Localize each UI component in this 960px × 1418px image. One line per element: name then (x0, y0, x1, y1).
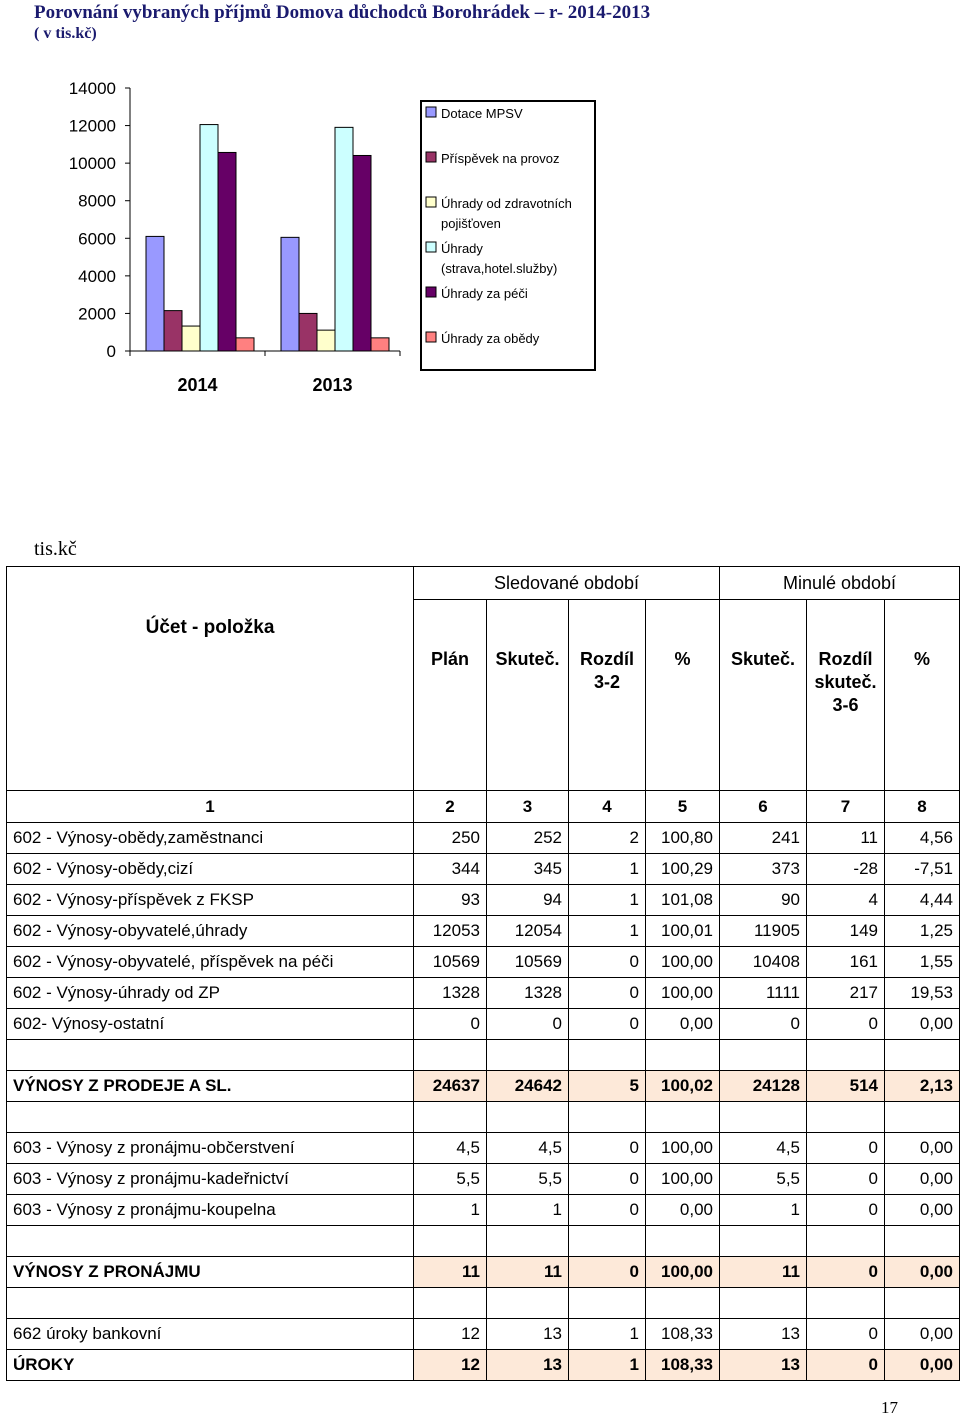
cell-pct: 100,01 (646, 916, 720, 947)
cell-pdiff: 514 (807, 1071, 885, 1102)
cell-prev: 373 (720, 854, 807, 885)
empty-cell (569, 1102, 646, 1133)
revenue-bar-chart (0, 0, 960, 420)
row-label: 602 - Výnosy-úhrady od ZP (7, 978, 414, 1009)
cell-diff: 0 (569, 1195, 646, 1226)
cell-pct: 100,80 (646, 823, 720, 854)
cell-pct: 100,29 (646, 854, 720, 885)
y-tick-label: 2000 (78, 304, 116, 324)
bar (371, 338, 389, 351)
empty-cell (807, 1102, 885, 1133)
empty-cell (807, 1288, 885, 1319)
empty-cell (414, 1288, 487, 1319)
cell-prev: 1 (720, 1195, 807, 1226)
cell-actual: 12054 (487, 916, 569, 947)
y-tick-label: 4000 (78, 266, 116, 286)
table-row (7, 978, 960, 1009)
empty-cell (885, 1040, 960, 1071)
legend-label: Úhrady za péči (441, 286, 528, 301)
empty-cell (414, 1102, 487, 1133)
legend-label: Úhrady od zdravotních (441, 196, 572, 211)
cell-actual: 252 (487, 823, 569, 854)
spacer-row (7, 1288, 960, 1319)
table-header-groups (7, 567, 960, 600)
bar (353, 155, 371, 351)
cell-ppct: 1,25 (885, 916, 960, 947)
cell-plan: 93 (414, 885, 487, 916)
row-label: 603 - Výnosy z pronájmu-občerstvení (7, 1133, 414, 1164)
legend-label: Dotace MPSV (441, 106, 523, 121)
col-number: 7 (807, 791, 885, 823)
x-tick-label: 2014 (177, 375, 218, 395)
cell-pdiff: 217 (807, 978, 885, 1009)
cell-prev: 241 (720, 823, 807, 854)
cell-actual: 24642 (487, 1071, 569, 1102)
cell-ppct: 2,13 (885, 1071, 960, 1102)
row-label: 602- Výnosy-ostatní (7, 1009, 414, 1040)
cell-actual: 10569 (487, 947, 569, 978)
cell-plan: 1 (414, 1195, 487, 1226)
cell-pct: 0,00 (646, 1195, 720, 1226)
cell-diff: 0 (569, 1133, 646, 1164)
bar (236, 338, 254, 351)
sales-total (7, 1071, 960, 1133)
spacer-row (7, 1040, 960, 1071)
cell-pct: 100,00 (646, 1257, 720, 1288)
table-row (7, 916, 960, 947)
sales-rows (7, 823, 960, 1071)
y-tick-label: 12000 (68, 116, 116, 136)
cell-pdiff: 11 (807, 823, 885, 854)
legend-swatch (426, 107, 436, 117)
y-tick-label: 0 (106, 342, 116, 361)
cell-prev: 1111 (720, 978, 807, 1009)
col-header-pct: % (646, 600, 720, 791)
empty-cell (7, 1102, 414, 1133)
bar (200, 125, 218, 351)
cell-pct: 100,00 (646, 978, 720, 1009)
cell-diff: 0 (569, 1164, 646, 1195)
cell-ppct: -7,51 (885, 854, 960, 885)
table-row (7, 1133, 960, 1164)
legend-label: Příspěvek na provoz (441, 151, 560, 166)
cell-prev: 13 (720, 1350, 807, 1381)
unit-label: tis.kč (34, 538, 77, 560)
total-row-sales (7, 1071, 960, 1102)
empty-cell (7, 1040, 414, 1071)
legend-swatch (426, 287, 436, 297)
empty-cell (569, 1226, 646, 1257)
legend-label: (strava,hotel.služby) (441, 261, 558, 276)
cell-plan: 12 (414, 1319, 487, 1350)
table-row (7, 854, 960, 885)
empty-cell (487, 1040, 569, 1071)
total-row-rent (7, 1257, 960, 1288)
y-tick-label: 8000 (78, 191, 116, 211)
cell-ppct: 4,44 (885, 885, 960, 916)
cell-plan: 10569 (414, 947, 487, 978)
y-tick-label: 14000 (68, 79, 116, 98)
legend-label: pojišťoven (441, 216, 501, 231)
bar (335, 127, 353, 351)
cell-plan: 12053 (414, 916, 487, 947)
cell-actual: 1328 (487, 978, 569, 1009)
cell-pdiff: 0 (807, 1133, 885, 1164)
cell-diff: 2 (569, 823, 646, 854)
empty-cell (7, 1226, 414, 1257)
col-number: 2 (414, 791, 487, 823)
y-tick-label: 10000 (68, 154, 116, 174)
cell-prev: 5,5 (720, 1164, 807, 1195)
cell-actual: 4,5 (487, 1133, 569, 1164)
legend-swatch (426, 197, 436, 207)
cell-diff: 5 (569, 1071, 646, 1102)
cell-ppct: 0,00 (885, 1009, 960, 1040)
cell-pdiff: 0 (807, 1350, 885, 1381)
empty-cell (885, 1288, 960, 1319)
table-row (7, 1164, 960, 1195)
cell-ppct: 19,53 (885, 978, 960, 1009)
row-label: ÚROKY (7, 1350, 414, 1381)
row-label: 602 - Výnosy-příspěvek z FKSP (7, 885, 414, 916)
cell-plan: 24637 (414, 1071, 487, 1102)
rent-rows (7, 1133, 960, 1257)
bar (317, 330, 335, 351)
cell-plan: 1328 (414, 978, 487, 1009)
cell-diff: 1 (569, 1350, 646, 1381)
cell-prev: 4,5 (720, 1133, 807, 1164)
cell-plan: 12 (414, 1350, 487, 1381)
bar (299, 313, 317, 351)
bar (146, 236, 164, 351)
legend-label: Úhrady za obědy (441, 331, 540, 346)
col-header-prev-actual: Skuteč. (720, 600, 807, 791)
cell-ppct: 1,55 (885, 947, 960, 978)
col-number: 4 (569, 791, 646, 823)
cell-diff: 1 (569, 916, 646, 947)
empty-cell (646, 1226, 720, 1257)
cell-pct: 101,08 (646, 885, 720, 916)
empty-cell (720, 1226, 807, 1257)
table-row (7, 885, 960, 916)
empty-cell (7, 1288, 414, 1319)
col-number: 5 (646, 791, 720, 823)
cell-ppct: 0,00 (885, 1319, 960, 1350)
empty-cell (414, 1040, 487, 1071)
cell-actual: 13 (487, 1319, 569, 1350)
empty-cell (807, 1040, 885, 1071)
cell-pdiff: 0 (807, 1319, 885, 1350)
cell-pdiff: 4 (807, 885, 885, 916)
spacer-row (7, 1226, 960, 1257)
cell-diff: 0 (569, 1257, 646, 1288)
col-header-actual: Skuteč. (487, 600, 569, 791)
previous-period-header: Minulé období (720, 567, 960, 600)
empty-cell (487, 1288, 569, 1319)
y-tick-label: 6000 (78, 229, 116, 249)
cell-actual: 1 (487, 1195, 569, 1226)
empty-cell (646, 1102, 720, 1133)
cell-ppct: 4,56 (885, 823, 960, 854)
col-number: 1 (7, 791, 414, 823)
cell-diff: 0 (569, 947, 646, 978)
empty-cell (885, 1226, 960, 1257)
row-label: 662 úroky bankovní (7, 1319, 414, 1350)
cell-prev: 0 (720, 1009, 807, 1040)
cell-plan: 250 (414, 823, 487, 854)
bar (164, 311, 182, 351)
cell-plan: 4,5 (414, 1133, 487, 1164)
page-subtitle: ( v tis.kč) (34, 25, 97, 42)
cell-prev: 13 (720, 1319, 807, 1350)
cell-prev: 90 (720, 885, 807, 916)
cell-pdiff: 0 (807, 1009, 885, 1040)
col-header-prev-pct: % (885, 600, 960, 791)
table-row (7, 947, 960, 978)
cell-pdiff: 149 (807, 916, 885, 947)
spacer-row (7, 1102, 960, 1133)
row-label: 602 - Výnosy-obyvatelé,úhrady (7, 916, 414, 947)
cell-diff: 1 (569, 854, 646, 885)
cell-pct: 0,00 (646, 1009, 720, 1040)
col-number: 6 (720, 791, 807, 823)
cell-ppct: 0,00 (885, 1257, 960, 1288)
cell-diff: 1 (569, 885, 646, 916)
col-header-diff: Rozdíl 3-2 (569, 600, 646, 791)
cell-pct: 108,33 (646, 1319, 720, 1350)
table-row (7, 823, 960, 854)
col-number: 8 (885, 791, 960, 823)
legend-swatch (426, 152, 436, 162)
cell-actual: 94 (487, 885, 569, 916)
revenue-table (6, 566, 960, 1381)
empty-cell (414, 1226, 487, 1257)
empty-cell (487, 1102, 569, 1133)
empty-cell (720, 1040, 807, 1071)
cell-pct: 100,00 (646, 1133, 720, 1164)
total-row-interest (7, 1350, 960, 1381)
empty-cell (720, 1102, 807, 1133)
empty-cell (569, 1040, 646, 1071)
cell-prev: 24128 (720, 1071, 807, 1102)
cell-plan: 5,5 (414, 1164, 487, 1195)
cell-pct: 100,00 (646, 947, 720, 978)
table-row (7, 1009, 960, 1040)
empty-cell (569, 1288, 646, 1319)
cell-actual: 0 (487, 1009, 569, 1040)
cell-actual: 345 (487, 854, 569, 885)
bar (182, 326, 200, 351)
empty-cell (487, 1226, 569, 1257)
row-label: VÝNOSY Z PRONÁJMU (7, 1257, 414, 1288)
cell-actual: 11 (487, 1257, 569, 1288)
row-label: VÝNOSY Z PRODEJE A SL. (7, 1071, 414, 1102)
cell-ppct: 0,00 (885, 1195, 960, 1226)
empty-cell (807, 1226, 885, 1257)
cell-pct: 100,02 (646, 1071, 720, 1102)
current-period-header: Sledované období (414, 567, 720, 600)
cell-ppct: 0,00 (885, 1133, 960, 1164)
cell-diff: 0 (569, 978, 646, 1009)
cell-pct: 100,00 (646, 1164, 720, 1195)
bar (281, 237, 299, 351)
legend-swatch (426, 332, 436, 342)
row-label: 603 - Výnosy z pronájmu-koupelna (7, 1195, 414, 1226)
legend-swatch (426, 242, 436, 252)
interest-rows (7, 1319, 960, 1381)
cell-plan: 0 (414, 1009, 487, 1040)
cell-ppct: 0,00 (885, 1350, 960, 1381)
row-label: 602 - Výnosy-obědy,cizí (7, 854, 414, 885)
page-number: 17 (881, 1398, 898, 1417)
cell-actual: 13 (487, 1350, 569, 1381)
cell-diff: 0 (569, 1009, 646, 1040)
empty-cell (646, 1040, 720, 1071)
cell-pdiff: 161 (807, 947, 885, 978)
column-number-row (7, 791, 960, 823)
empty-cell (720, 1288, 807, 1319)
row-label: 602 - Výnosy-obyvatelé, příspěvek na péči (7, 947, 414, 978)
cell-pdiff: -28 (807, 854, 885, 885)
cell-pdiff: 0 (807, 1164, 885, 1195)
legend-label: Úhrady (441, 241, 483, 256)
table-row (7, 1195, 960, 1226)
row-label: 602 - Výnosy-obědy,zaměstnanci (7, 823, 414, 854)
cell-diff: 1 (569, 1319, 646, 1350)
col-header-plan: Plán (414, 600, 487, 791)
label-column-header: Účet - položka (7, 567, 414, 791)
table-row (7, 1319, 960, 1350)
x-tick-label: 2013 (312, 375, 353, 395)
cell-plan: 344 (414, 854, 487, 885)
cell-pct: 108,33 (646, 1350, 720, 1381)
cell-ppct: 0,00 (885, 1164, 960, 1195)
legend-box (421, 101, 595, 370)
empty-cell (646, 1288, 720, 1319)
cell-actual: 5,5 (487, 1164, 569, 1195)
rent-total (7, 1257, 960, 1319)
col-header-prev-diff: Rozdíl skuteč. 3-6 (807, 600, 885, 791)
cell-prev: 11 (720, 1257, 807, 1288)
bar (218, 152, 236, 351)
cell-plan: 11 (414, 1257, 487, 1288)
cell-prev: 10408 (720, 947, 807, 978)
empty-cell (885, 1102, 960, 1133)
row-label: 603 - Výnosy z pronájmu-kadeřnictví (7, 1164, 414, 1195)
cell-pdiff: 0 (807, 1257, 885, 1288)
cell-prev: 11905 (720, 916, 807, 947)
cell-pdiff: 0 (807, 1195, 885, 1226)
col-number: 3 (487, 791, 569, 823)
page-title: Porovnání vybraných příjmů Domova důchodců Borohrádek – r- 2014-2013 (34, 2, 651, 23)
